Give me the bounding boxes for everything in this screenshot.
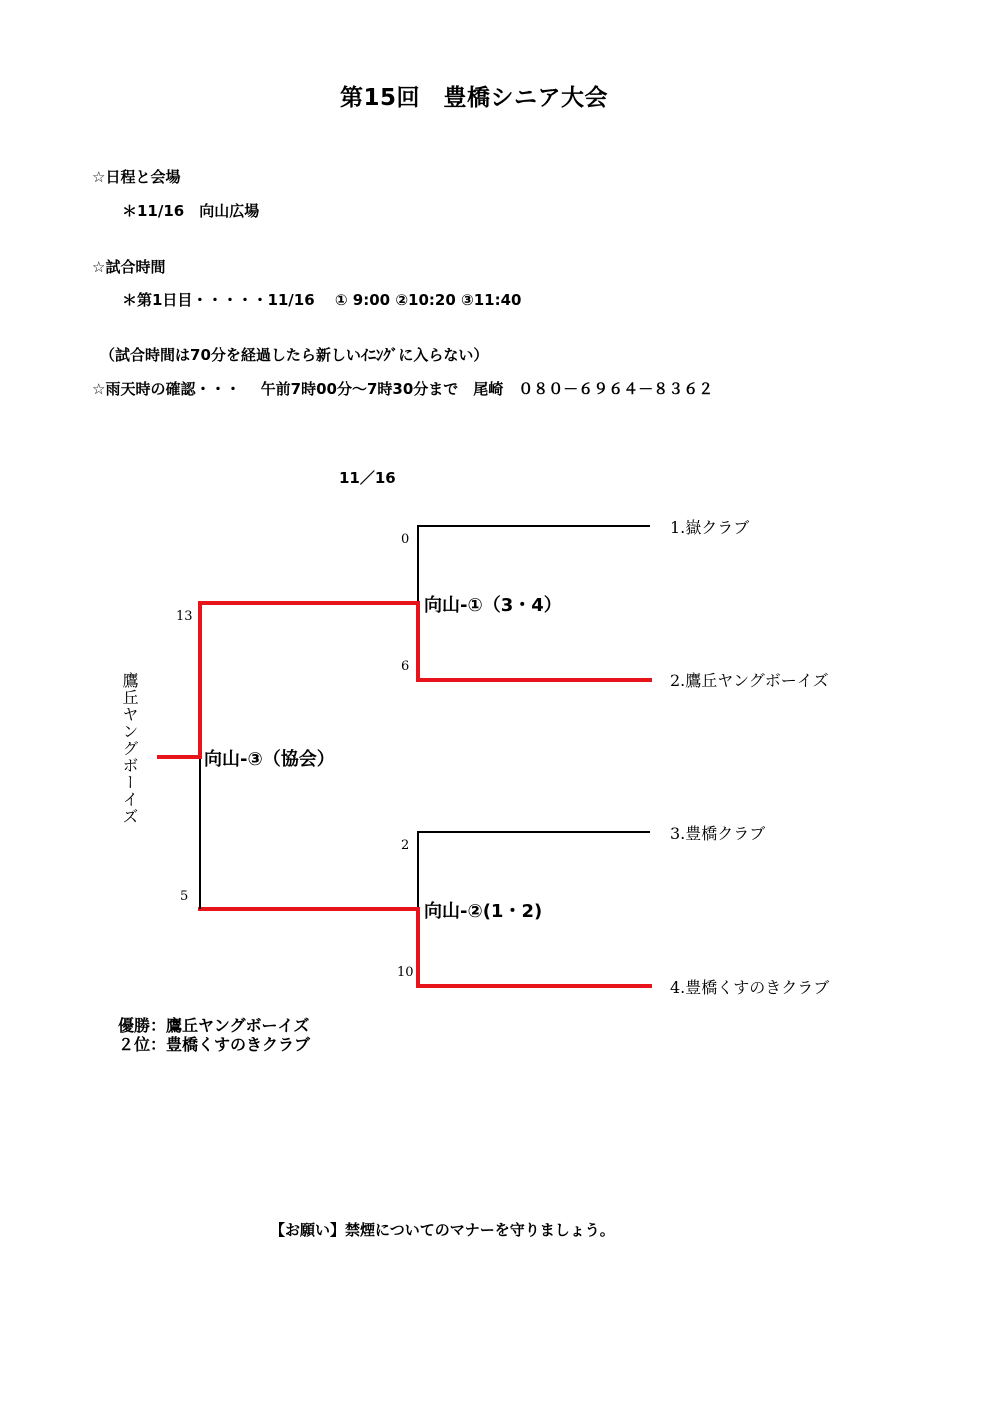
- bracket-date: 11／16: [339, 469, 396, 487]
- score-semi2: 5: [180, 889, 189, 904]
- score-semi1: 13: [176, 609, 193, 624]
- bracket-line-semi1: [198, 601, 420, 605]
- bracket-line-team2: [416, 678, 652, 682]
- schedule-heading: ☆日程と会場: [92, 168, 181, 186]
- page-title: 第15回 豊橋シニア大会: [340, 85, 609, 111]
- match-times-heading: ☆試合時間: [92, 258, 166, 276]
- score-team2: 6: [401, 659, 410, 674]
- champion-vertical-label: 鷹丘ヤングボーイズ: [120, 672, 139, 825]
- bracket-line-final-lower: [199, 757, 201, 909]
- team-3: 3.豊橋クラブ: [670, 824, 766, 843]
- result-second: ２位：豊橋くすのきクラブ: [118, 1035, 311, 1054]
- result-first: 優勝：鷹丘ヤングボーイズ: [118, 1016, 310, 1035]
- bracket-line-team4: [416, 984, 652, 988]
- bracket-line-team3-vertical: [417, 831, 419, 910]
- match-label-1: 向山-①（3・4）: [424, 595, 562, 616]
- rain-contact-line: ☆雨天時の確認・・・ 午前7時00分～7時30分まで 尾崎 ０８０－６９６４－８３６２: [92, 380, 714, 398]
- bracket-line-final-upper: [198, 601, 202, 759]
- match-times-note: （試合時間は70分を経過したら新しいｲﾆﾝｸﾞに入らない）: [100, 346, 489, 364]
- team-1: 1.嶽クラブ: [670, 518, 750, 537]
- score-team1: 0: [401, 532, 410, 547]
- bracket-line-team1-vertical: [417, 525, 419, 604]
- footer-request: 【お願い】禁煙についてのマナーを守りましょう。: [270, 1221, 615, 1239]
- bracket-line-champion: [157, 755, 202, 759]
- match-times-item: ＊第1日目・・・・・11/16 ① 9:00 ②10:20 ③11:40: [122, 291, 522, 309]
- score-team3: 2: [401, 838, 410, 853]
- bracket-line-team4-vertical: [416, 907, 420, 988]
- team-2: 2.鷹丘ヤングボーイズ: [670, 671, 829, 690]
- bracket-line-semi2: [198, 907, 420, 911]
- schedule-item: ＊11/16 向山広場: [122, 202, 260, 220]
- bracket-line-team1: [418, 525, 650, 527]
- team-4: 4.豊橋くすのきクラブ: [670, 978, 830, 997]
- bracket-line-team3: [418, 831, 650, 833]
- score-team4: 10: [397, 965, 414, 980]
- match-label-2: 向山-②(1・2): [424, 901, 543, 922]
- match-label-3: 向山-③（協会）: [204, 749, 335, 770]
- bracket-line-team2-vertical: [416, 602, 420, 682]
